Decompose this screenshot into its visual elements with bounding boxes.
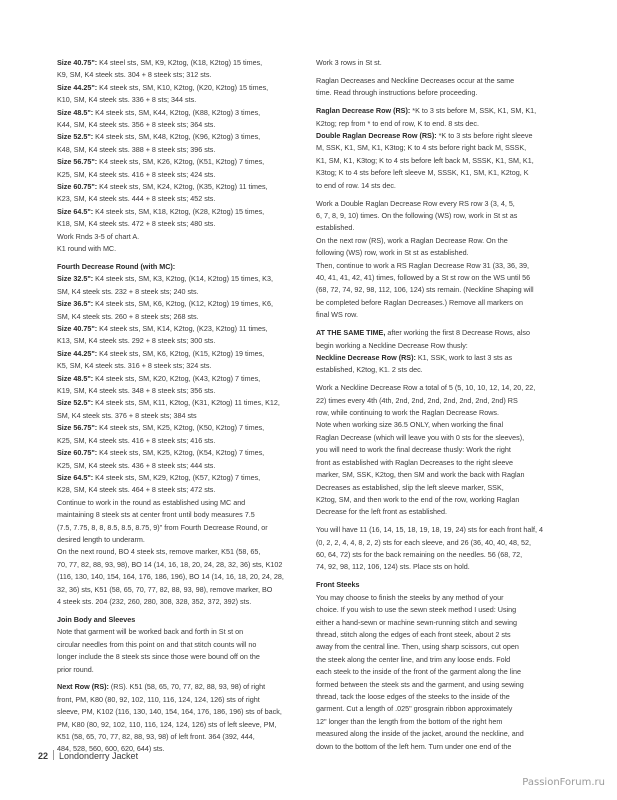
body-text: measured along the inside of the jacket, around the neckline, and [316, 729, 524, 739]
text-line [316, 260, 574, 272]
text-line [57, 348, 315, 360]
text-line [57, 664, 315, 676]
text-line [316, 407, 574, 419]
body-text: Work a Double Raglan Decrease Row every RS row 3 (3, 4, 5, [316, 198, 515, 208]
text-line [57, 385, 315, 397]
paragraph [57, 614, 315, 676]
body-text: K4 steek sts, SM, K3, K2tog, (K14, K2tog) 15 times, K3, [95, 274, 273, 284]
text-line [57, 639, 315, 651]
text-line [57, 181, 315, 193]
body-text: begin working a Neckline Decrease Row thusly: [316, 340, 468, 350]
body-text: K4 steek sts, SM, K6, K2tog, (K15, K2tog) 19 times, [99, 348, 265, 358]
body-text: K5, SM, K4 steek sts. 316 + 8 steek sts; 324 sts. [57, 361, 212, 371]
text-line [57, 447, 315, 459]
body-text: thread, stitch along the edges of each front steek, about 2 sts [316, 629, 511, 639]
body-text: Note that garment will be worked back and forth in St st on [57, 627, 244, 637]
body-text: K1, SM, K1, K3tog; K to 4 sts before left back M, SSSK, K1, SM, K1, [316, 155, 534, 165]
body-text: Raglan Decreases and Neckline Decreases occur at the same [316, 75, 515, 85]
text-line [57, 584, 315, 596]
body-text: desired length to underarm. [57, 534, 145, 544]
body-text: 12" longer than the length from the bottom of the right hem [316, 716, 503, 726]
footer-divider [53, 750, 54, 760]
text-line [316, 340, 574, 352]
text-line [57, 596, 315, 608]
body-text: K4 steek sts, SM, K26, K2tog, (K51, K2tog) 7 times, [99, 157, 265, 167]
text-line [316, 691, 574, 703]
body-text: prior round. [57, 664, 94, 674]
text-line [57, 719, 315, 731]
right-column [316, 57, 574, 759]
text-line [316, 297, 574, 309]
paragraph [57, 57, 315, 256]
text-line [57, 218, 315, 230]
body-text: K4 steek sts, SM, K11, K2tog, (K31, K2tog) 11 times, K12, [95, 398, 280, 408]
text-line [57, 435, 315, 447]
text-line [316, 444, 574, 456]
bold-label: Double Raglan Decrease Row (RS): [316, 131, 439, 141]
text-line [316, 180, 574, 192]
section-heading: Fourth Decrease Round (with MC): [57, 262, 176, 271]
pattern-title: Londonderry Jacket [59, 751, 139, 761]
text-line [316, 716, 574, 728]
body-text: K1, SSK, work to last 3 sts as [417, 352, 513, 362]
text-line [316, 395, 574, 407]
text-line [57, 311, 315, 323]
body-text: K23, SM, K4 steek sts. 444 + 8 steek sts; 452 sts. [57, 194, 216, 204]
text-line [316, 537, 574, 549]
text-line [57, 335, 315, 347]
text-line [57, 534, 315, 546]
body-text: K4 steek sts, SM, K10, K2tog, (K20, K2tog) 15 times, [99, 82, 269, 92]
bold-label: Size 56.75": [57, 157, 100, 167]
body-text: 32, 36) sts, K51 (58, 65, 70, 77, 82, 88, 93, 98), remove marker, BO [57, 584, 273, 594]
body-text: Work 3 rows in St st. [316, 58, 382, 67]
text-line [57, 94, 315, 106]
text-line [57, 119, 315, 131]
paragraph [316, 579, 574, 753]
text-line [316, 75, 574, 87]
body-text: K18, SM, K4 steek sts. 472 + 8 steek sts; 480 sts. [57, 219, 216, 229]
paragraph [316, 57, 574, 69]
body-text: Decreases as established, slip the left sleeve marker, SSK, [316, 482, 504, 492]
text-line [57, 323, 315, 335]
bold-label: Size 64.5": [57, 206, 96, 216]
bold-label: Size 32.5": [57, 274, 96, 284]
page-number: 22 [38, 751, 49, 761]
body-text: Note when working size 36.5 ONLY, when working the final [316, 420, 504, 430]
body-text: K4 steek sts, SM, K18, K2tog, (K28, K2tog) 15 times, [95, 206, 265, 216]
bold-label: AT THE SAME TIME, [316, 328, 388, 338]
body-text: K25, SM, K4 steek sts. 416 + 8 steek sts; 424 sts. [57, 169, 216, 179]
body-text: K4 steek sts, SM, K24, K2tog, (K35, K2tog) 11 times, [99, 182, 268, 192]
page-footer [38, 750, 138, 761]
text-line [316, 167, 574, 179]
text-line [57, 614, 315, 626]
text-line [57, 261, 315, 273]
text-line [57, 373, 315, 385]
text-line [316, 469, 574, 481]
body-text: 4 steek sts. 204 (232, 260, 280, 308, 328, 352, 372, 392) sts. [57, 596, 252, 606]
text-line [316, 198, 574, 210]
body-text: (68, 72, 74, 92, 98, 112, 106, 124) sts remain. (Neckline Shaping will [316, 285, 534, 295]
body-text: marker, SM, SSK, K2tog, then SM and work the back with Raglan [316, 470, 525, 480]
body-text: *K to 3 sts before right sleeve [438, 131, 533, 141]
body-text: On the next round, BO 4 steek sts, remove marker, K51 (58, 65, [57, 547, 261, 557]
text-line [57, 131, 315, 143]
text-line [316, 592, 574, 604]
text-line [316, 741, 574, 753]
text-line [57, 298, 315, 310]
paragraph [316, 198, 574, 322]
body-text: choice. If you wish to use the sewn steek method I used: Using [316, 605, 517, 615]
body-text: K10, SM, K4 steek sts. 336 + 8 sts; 344 sts. [57, 95, 197, 105]
text-line [57, 571, 315, 583]
body-text: down to the bottom of the left hem. Turn under one end of the [316, 741, 512, 751]
text-line [57, 243, 315, 255]
body-text: K25, SM, K4 steek sts. 416 + 8 steek sts; 416 sts. [57, 435, 216, 445]
text-line [316, 87, 574, 99]
text-line [316, 57, 574, 69]
body-text: K4 steek sts, SM, K29, K2tog, (K57, K2tog) 7 times, [95, 472, 261, 482]
text-line [316, 728, 574, 740]
body-text: K9, SM, K4 steek sts. 304 + 8 steek sts; 312 sts. [57, 70, 212, 80]
text-line [316, 629, 574, 641]
text-line [57, 472, 315, 484]
body-text: *K to 3 sts before M, SSK, K1, SM, K1, [412, 106, 537, 116]
bold-label: Size 60.75": [57, 448, 100, 458]
bold-label: Size 52.5": [57, 398, 96, 408]
body-text: thread, tack the loose edges of the steeks to the inside of the [316, 692, 510, 701]
left-column [57, 57, 315, 761]
bold-label: Size 64.5": [57, 472, 96, 482]
body-text: either a hand-sewn or machine sewn-running stitch and sewing [316, 617, 517, 627]
text-line [57, 360, 315, 372]
text-line [316, 382, 574, 394]
text-line [316, 105, 574, 117]
body-text: K4 steek sts, SM, K6, K2tog, (K12, K2tog) 19 times, K6, [95, 299, 273, 309]
body-text: following (WS) row, work in St st as established. [316, 248, 469, 258]
body-text: after working the first 8 Decrease Rows, also [387, 328, 530, 338]
text-line [316, 579, 574, 591]
section-heading: Join Body and Sleeves [57, 614, 136, 624]
body-text: established. [316, 223, 355, 233]
body-text: K4 steek sts, SM, K44, K2tog, (K88, K2tog) 3 times, [95, 107, 261, 117]
text-line [316, 617, 574, 629]
text-line [316, 654, 574, 666]
text-line [316, 482, 574, 494]
body-text: PM, K80 (80, 92, 102, 110, 116, 124, 124, 126) sts of left sleeve, PM, [57, 719, 277, 729]
text-line [57, 522, 315, 534]
text-line [57, 484, 315, 496]
body-text: the steek along the center line, and trim any loose ends. Fold [316, 654, 511, 664]
body-text: away from the central line. Then, using sharp scissors, cut open [316, 642, 519, 652]
text-line [57, 231, 315, 243]
body-text: each steek to the inside of the front of the garment along the line [316, 667, 521, 677]
text-line [57, 559, 315, 571]
text-line [316, 284, 574, 296]
bold-label: Size 52.5": [57, 132, 96, 142]
text-line [57, 82, 315, 94]
text-line [57, 169, 315, 181]
text-line [316, 247, 574, 259]
body-text: K4 steek sts, SM, K14, K2tog, (K23, K2tog) 11 times, [99, 324, 268, 334]
bold-label: Size 48.5": [57, 107, 96, 117]
text-line [316, 327, 574, 339]
bold-label: Size 48.5": [57, 373, 96, 383]
body-text: K1 round with MC. [57, 244, 117, 254]
body-text: final WS row. [316, 310, 358, 320]
bold-label: Size 60.75": [57, 182, 100, 192]
body-text: K19, SM, K4 steek sts. 348 + 8 steek sts; 356 sts. [57, 386, 216, 396]
body-text: You may choose to finish the steeks by any method of your [316, 592, 504, 602]
body-text: K13, SM, K4 steek sts. 292 + 8 steek sts; 300 sts. [57, 336, 216, 346]
body-text: (0, 2, 2, 4, 4, 8, 2, 2) sts for each sleeve, and 26 (36, 40, 40, 48, 52, [316, 537, 531, 547]
body-text: be completed before Raglan Decreases.) Remove all markers on [316, 297, 523, 307]
text-line [57, 144, 315, 156]
body-text: 40, 41, 41, 42, 41) times, followed by a St st row on the WS until 56 [316, 273, 531, 282]
body-text: (RS). K51 (58, 65, 70, 77, 82, 88, 93, 98) of right [110, 682, 266, 692]
body-text: K4 steek sts, SM, K20, K2tog, (K43, K2tog) 7 times, [95, 373, 261, 383]
body-text: front, PM, K80 (80, 92, 102, 110, 116, 124, 124, 126) sts of right [57, 694, 260, 704]
body-text: K44, SM, K4 steek sts. 356 + 8 steek sts; 364 sts. [57, 120, 216, 130]
watermark: PassionForum.ru [522, 777, 605, 788]
body-text: established, K2tog, K1. 2 sts dec. [316, 365, 423, 375]
text-line [57, 460, 315, 472]
text-line [57, 651, 315, 663]
bold-label: Size 40.75": [57, 324, 100, 334]
bold-label: Raglan Decrease Row (RS): [316, 106, 413, 116]
body-text: On the next row (RS), work a Raglan Decrease Row. On the [316, 235, 508, 245]
body-text: circular needles from this point on and that stitch counts will no [57, 639, 257, 649]
body-text: 484, 528, 560, 600, 620, 644) sts. [57, 744, 165, 754]
body-text: K4 steek sts, SM, K48, K2tog, (K96, K2tog) 3 times, [95, 132, 261, 142]
text-line [316, 666, 574, 678]
text-line [316, 641, 574, 653]
paragraph [316, 327, 574, 377]
text-line [316, 272, 574, 284]
body-text: maintaining 8 steek sts at center front until body measures 7.5 [57, 510, 255, 520]
body-text: K4 steek sts, SM, K25, K2tog, (K54, K2tog) 7 times, [99, 448, 265, 458]
text-line [316, 309, 574, 321]
body-text: SM, K4 steek sts. 376 + 8 steek sts; 384 sts [57, 410, 197, 420]
body-text: M, SSK, K1, SM, K1, K3tog; K to 4 sts before right back M, SSSK, [316, 143, 527, 153]
body-text: K2tog; rep from * to end of row, K to end. 8 sts dec. [316, 118, 480, 128]
text-line [57, 286, 315, 298]
paragraph [316, 75, 574, 100]
text-line [316, 118, 574, 130]
body-text: 6, 7, 8, 9, 10) times. On the following (WS) row, work in St st as [316, 210, 518, 220]
body-text: K4 steek sts, SM, K25, K2tog, (K50, K2tog) 7 times, [99, 423, 265, 433]
body-text: 70, 77, 82, 88, 93, 98), BO 14 (14, 16, 18, 20, 24, 28, 32, 36) sts, K102 [57, 559, 283, 569]
body-text: garment. Cut a length of .025" grosgrain ribbon approximately [316, 704, 513, 714]
bold-label: Size 44.25": [57, 348, 100, 358]
text-line [57, 193, 315, 205]
text-line [316, 679, 574, 691]
text-line [316, 524, 574, 536]
body-text: Decrease for the left front as established. [316, 507, 448, 517]
body-text: front as established with Raglan Decreases to the right sleeve [316, 457, 513, 467]
body-text: You will have 11 (16, 14, 15, 18, 19, 18, 19, 24) sts for each front half, 4 [316, 525, 543, 535]
text-line [57, 681, 315, 693]
text-line [57, 156, 315, 168]
text-line [57, 509, 315, 521]
body-text: Work Rnds 3-5 of chart A. [57, 231, 140, 241]
bold-label: Size 44.25": [57, 82, 100, 92]
text-line [57, 694, 315, 706]
body-text: formed between the steek sts and the garment, and using sewing [316, 679, 524, 689]
text-line [316, 142, 574, 154]
text-line [316, 561, 574, 573]
body-text: K4 steel sts, SM, K9, K2tog, (K18, K2tog) 15 times, [99, 58, 263, 67]
body-text: K51 (58, 65, 70, 77, 82, 88, 93, 98) of left front. 364 (392, 444, [57, 732, 255, 742]
body-text: Work a Neckline Decrease Row a total of 5 (5, 10, 10, 12, 14, 20, 22, [316, 383, 536, 393]
paragraph [316, 382, 574, 518]
bold-label: Neckline Decrease Row (RS): [316, 352, 418, 362]
text-line [316, 210, 574, 222]
text-line [57, 422, 315, 434]
text-line [57, 57, 315, 69]
bold-label: Size 40.75": [57, 58, 100, 67]
body-text: K2tog, SM, and then work to the end of the row, working Raglan [316, 494, 520, 504]
body-text: to end of row. 14 sts dec. [316, 180, 396, 190]
text-line [316, 222, 574, 234]
body-text: K25, SM, K4 steek sts. 436 + 8 steek sts; 444 sts. [57, 460, 216, 470]
text-line [57, 497, 315, 509]
text-line [57, 626, 315, 638]
text-line [57, 397, 315, 409]
section-heading: Front Steeks [316, 580, 360, 590]
body-text: Raglan Decrease (which will leave you with 0 sts for the sleeves), [316, 432, 525, 442]
text-line [316, 432, 574, 444]
text-line [316, 364, 574, 376]
paragraph [316, 105, 574, 192]
bold-label: Size 56.75": [57, 423, 100, 433]
text-line [316, 235, 574, 247]
body-text: K3tog; K to 4 sts before left sleeve M, SSSK, K1, SM, K1, K2tog, K [316, 168, 529, 178]
paragraph [57, 261, 315, 608]
body-text: longer include the 8 steek sts since those were bound off on the [57, 652, 260, 662]
body-text: row, while continuing to work the Raglan Decrease Rows. [316, 408, 499, 418]
text-line [316, 457, 574, 469]
text-line [316, 549, 574, 561]
text-line [57, 273, 315, 285]
bold-label: Size 36.5": [57, 299, 96, 309]
text-line [57, 546, 315, 558]
text-line [57, 410, 315, 422]
body-text: (7.5, 7.75, 8, 8, 8.5, 8.5, 8.75, 9)" from Fourth Decrease Round, or [57, 522, 268, 532]
body-text: 74, 92, 98, 112, 106, 124) sts. Place sts on hold. [316, 562, 470, 572]
body-text: SM, K4 steek sts. 232 + 8 steek sts; 240 sts. [57, 286, 199, 296]
body-text: 22) times every 4th (4th, 2nd, 2nd, 2nd, 2nd, 2nd, 2nd, 2nd) RS [316, 395, 518, 405]
text-line [316, 703, 574, 715]
text-line [316, 130, 574, 142]
text-line [316, 419, 574, 431]
paragraph [57, 681, 315, 755]
text-line [57, 107, 315, 119]
body-text: 60, 64, 72) sts for the back remaining on the needles. 56 (68, 72, [316, 550, 523, 560]
body-text: (116, 130, 140, 154, 164, 176, 186, 196), BO 14 (14, 16, 18, 20, 24, 28, [57, 572, 284, 582]
bold-label: Next Row (RS): [57, 682, 111, 692]
text-line [57, 206, 315, 218]
text-line [316, 352, 574, 364]
text-line [57, 69, 315, 81]
body-text: sleeve, PM, K102 (116, 130, 140, 154, 164, 176, 186, 196) sts of back, [57, 707, 282, 717]
body-text: K48, SM, K4 steek sts. 388 + 8 steek sts; 396 sts. [57, 144, 216, 154]
text-line [57, 706, 315, 718]
text-line [316, 604, 574, 616]
body-text: Then, continue to work a RS Raglan Decrease Row 31 (33, 36, 39, [316, 260, 529, 270]
body-text: time. Read through instructions before proceeding. [316, 88, 478, 98]
paragraph [316, 524, 574, 574]
text-line [316, 155, 574, 167]
body-text: SM, K4 steek sts. 260 + 8 steek sts; 268 sts. [57, 311, 199, 321]
text-line [57, 731, 315, 743]
text-line [316, 506, 574, 518]
body-text: K28, SM, K4 steek sts. 464 + 8 steek sts; 472 sts. [57, 485, 216, 495]
body-text: Continue to work in the round as established using MC and [57, 497, 246, 507]
body-text: you will need to work the final decrease thusly: Work the right [316, 445, 511, 455]
text-line [316, 494, 574, 506]
